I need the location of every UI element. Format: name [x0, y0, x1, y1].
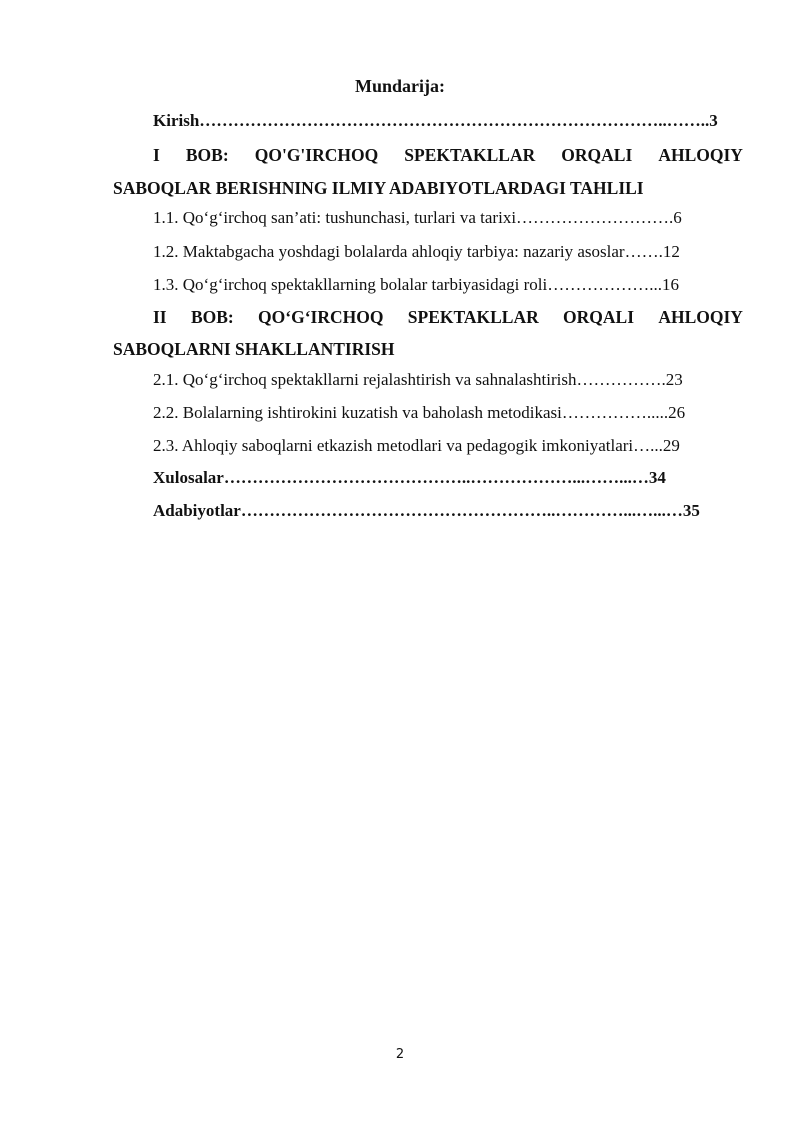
toc-chapter-1-line-2: SABOQLAR BERISHNING ILMIY ADABIYOTLARDAGI TAHLILI [113, 178, 644, 198]
toc-entry-intro: Kirish………………………………………………………………………..……..3 [153, 111, 718, 130]
toc-heading: Mundarija: [355, 76, 445, 96]
toc-chapter-2-line-2: SABOQLARNI SHAKLLANTIRISH [113, 339, 395, 359]
chapter-1-word: BOB: [185, 145, 229, 165]
chapter-1-word: SPEKTAKLLAR [404, 145, 536, 165]
toc-entry-conclusions: Xulosalar……………………………………..………………...……...…34 [153, 468, 666, 487]
chapter-1-word: AHLOQIY [658, 145, 743, 165]
chapter-2-word: II [153, 307, 167, 327]
chapter-2-word: AHLOQIY [658, 307, 743, 327]
chapter-2-word: SPEKTAKLLAR [407, 307, 539, 327]
toc-entry-1-2: 1.2. Maktabgacha yoshdagi bolalarda ahloqiy tarbiya: nazariy asoslar…….12 [153, 242, 680, 261]
chapter-1-word: I [153, 145, 160, 165]
chapter-2-word: ORQALI [563, 307, 635, 327]
chapter-2-word: QO‘G‘IRCHOQ [258, 307, 384, 327]
toc-chapter-1-line-1 [153, 143, 743, 167]
chapter-1-word: ORQALI [561, 145, 633, 165]
chapter-2-word: BOB: [190, 307, 234, 327]
toc-entry-references: Adabiyotlar………………………………………………..…………...…...…35 [153, 501, 700, 520]
chapter-1-word: QO'G'IRCHOQ [254, 145, 379, 165]
page-number: 2 [395, 1047, 405, 1062]
toc-entry-1-3: 1.3. Qo‘g‘irchoq spektakllarning bolalar tarbiyasidagi roli………………...16 [153, 275, 679, 294]
toc-entry-2-1: 2.1. Qo‘g‘irchoq spektakllarni rejalashtirish va sahnalashtirish…………….23 [153, 370, 683, 389]
toc-chapter-2-line-1 [153, 305, 743, 329]
toc-entry-2-2: 2.2. Bolalarning ishtirokini kuzatish va baholash metodikasi…………….....26 [153, 403, 686, 422]
toc-entry-2-3: 2.3. Ahloqiy saboqlarni etkazish metodlari va pedagogik imkoniyatlari…...29 [153, 436, 680, 455]
toc-entry-1-1: 1.1. Qo‘g‘irchoq san’ati: tushunchasi, turlari va tarixi……………………….6 [153, 208, 682, 227]
